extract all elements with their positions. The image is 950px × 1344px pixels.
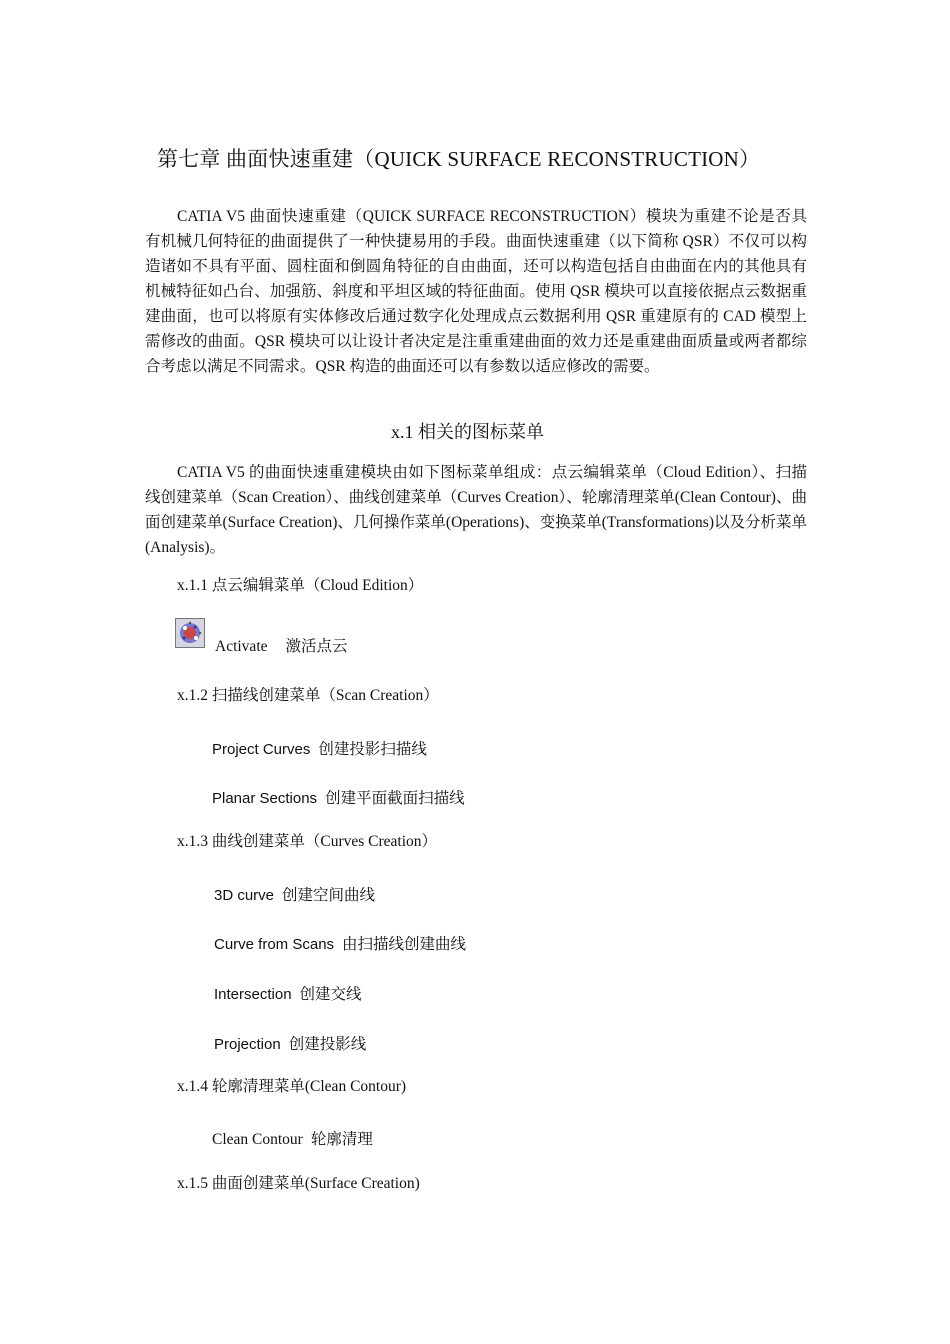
menu-item-activate	[215, 634, 348, 656]
item-zh-label: 创建投影扫描线	[318, 741, 427, 758]
item-en-label: Intersection	[214, 986, 292, 1003]
item-zh-label: 创建交线	[299, 986, 362, 1003]
menu-item-project-curves	[212, 737, 427, 759]
activate-cloud-icon[interactable]	[175, 618, 205, 648]
section-title: x.1 相关的图标菜单	[391, 422, 544, 442]
section-paragraph: CATIA V5 的曲面快速重建模块由如下图标菜单组成：点云编辑菜单（Cloud Edition）、扫描线创建菜单（Scan Creation）、曲线创建菜单（Curves Creation）、轮廓清理菜单(Clean Contour)、曲面创建菜单(Surface Creation)、几何操作菜单(Operations)、变换菜单(Transformations)以及分析菜单(Analysis)。	[145, 464, 807, 556]
menu-item-clean-contour	[212, 1127, 373, 1149]
subsection-title-clean-contour: x.1.4 轮廓清理菜单(Clean Contour)	[177, 1078, 407, 1095]
menu-item-planar-sections	[212, 786, 465, 808]
item-zh-label: 创建平面截面扫描线	[325, 790, 465, 807]
menu-item-projection	[214, 1032, 366, 1054]
item-en-label: Projection	[214, 1036, 281, 1053]
intro-paragraph: CATIA V5 曲面快速重建（QUICK SURFACE RECONSTRUCTION）模块为重建不论是否具有机械几何特征的曲面提供了一种快捷易用的手段。曲面快速重建（以下简称 QSR）不仅可以构造诸如不具有平面、圆柱面和倒圆角特征的自由曲面，还可以构造包括自由曲面在内的其他具有机械特征如凸台、加强筋、斜度和平坦区域的特征曲面。使用 QSR 模块可以直接依据点云数据重建曲面，也可以将原有实体修改后通过数字化处理成点云数据利用 QSR 重建原有的 CAD 模型上需修改的曲面。QSR 模块可以让设计者决定是注重重建曲面的效力还是重建曲面质量或两者都综合考虑以满足不同需求。QSR 构造的曲面还可以有参数以适应修改的需要。	[145, 208, 807, 375]
menu-item-intersection	[214, 982, 362, 1004]
item-zh-label: 激活点云	[285, 638, 348, 655]
subsection-title-scan-creation: x.1.2 扫描线创建菜单（Scan Creation）	[177, 687, 439, 704]
item-zh-label: 轮廓清理	[310, 1131, 373, 1148]
item-en-label: Clean Contour	[212, 1131, 303, 1148]
item-zh-label: 创建投影线	[288, 1036, 367, 1053]
item-en-label: Activate	[215, 638, 268, 655]
item-en-label: Curve from Scans	[214, 936, 335, 953]
menu-item-3d-curve	[214, 883, 375, 905]
subsection-title-curves-creation: x.1.3 曲线创建菜单（Curves Creation）	[177, 833, 438, 850]
menu-item-curve-from-scans	[214, 932, 466, 954]
item-en-label: Project Curves	[212, 741, 311, 758]
subsection-title-surface-creation: x.1.5 曲面创建菜单(Surface Creation)	[177, 1175, 420, 1192]
item-zh-label: 创建空间曲线	[282, 887, 376, 904]
subsection-title-cloud-edition: x.1.1 点云编辑菜单（Cloud Edition）	[177, 577, 424, 594]
item-en-label: Planar Sections	[212, 790, 318, 807]
chapter-title: 第七章 曲面快速重建（QUICK SURFACE RECONSTRUCTION）	[157, 147, 761, 171]
item-zh-label: 由扫描线创建曲线	[342, 936, 467, 953]
item-en-label: 3D curve	[214, 887, 275, 904]
